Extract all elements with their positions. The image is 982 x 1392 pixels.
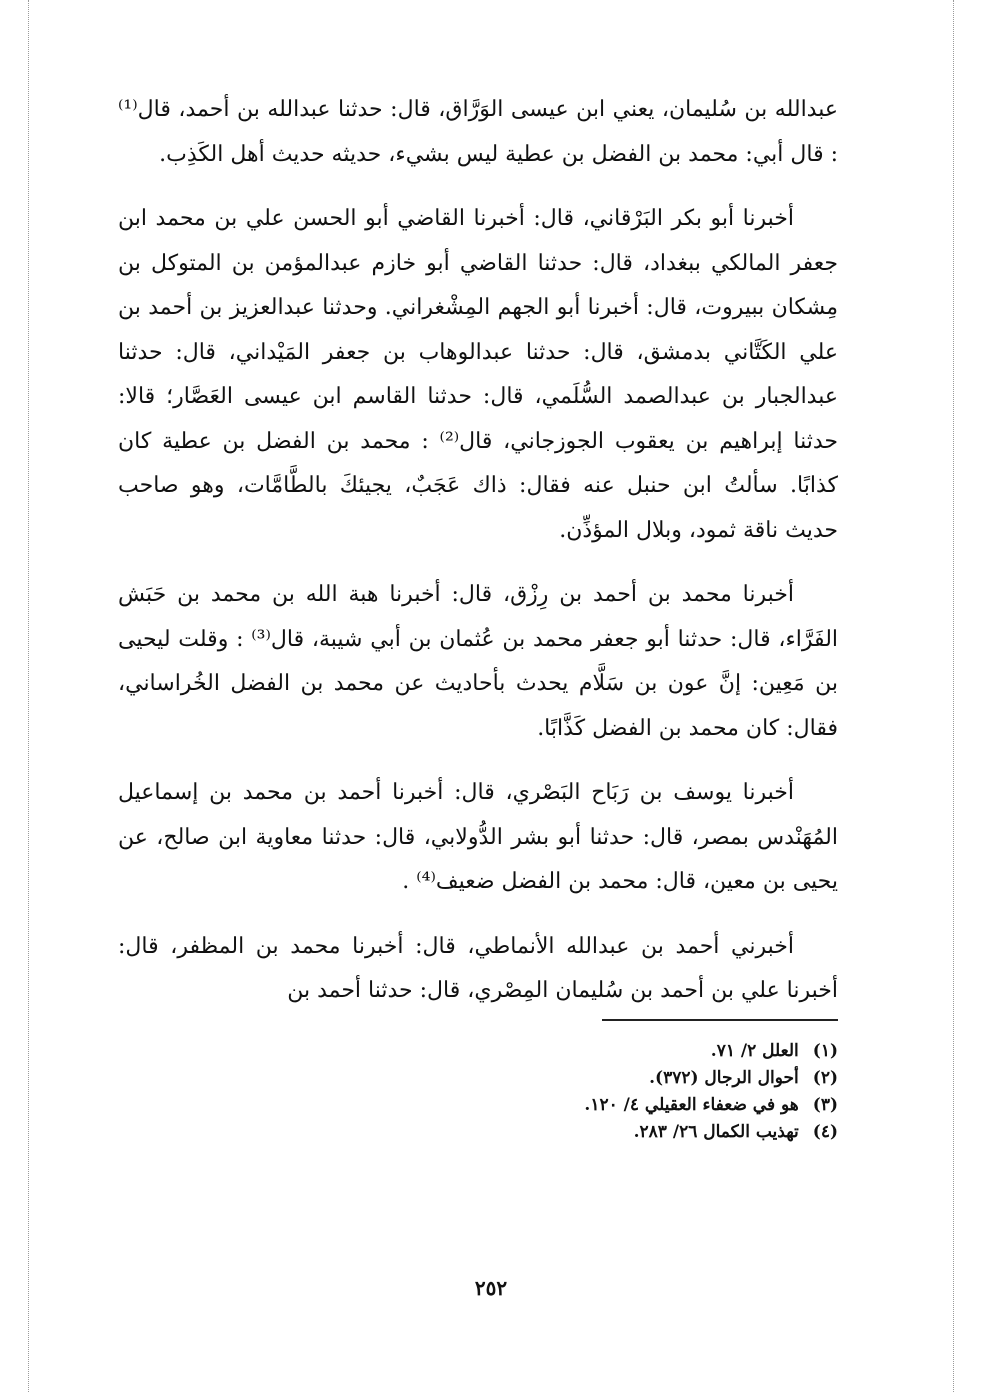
footnote-number: (٤) [812,1122,838,1142]
footnote-text: تهذيب الكمال ٢٦/ ٢٨٣. [633,1122,799,1142]
footnote-number: (٣) [812,1095,838,1115]
page-body [118,88,838,1034]
footnote-number: (١) [812,1041,838,1061]
paragraph-2: أخبرنا أبو بكر البَرْقاني، قال: أخبرنا القاضي أبو الحسن علي بن محمد ابن جعفر المالكي ببغداد، قال: حدثنا القاضي أبو خازم عبدالمؤمن بن المتوكل بن مِشكان ببيروت، قال: أخبرنا أبو الجهم المِشْغراني. وحدثنا عبدالعزيز بن أحمد بن علي الكَتَّاني بدمشق، قال: حدثنا عبدالوهاب بن جعفر المَيْداني، قال: حدثنا عبدالجبار بن عبدالصمد السُّلَمي، قال: حدثنا القاسم ابن عيسى العَصَّار؛ قالا: حدثنا إبراهيم بن يعقوب الجوزجاني، قال⁽²⁾ : محمد بن الفضل بن عطية كان كذابًا. سألتُ ابن حنبل عنه فقال: ذاك عَجَبٌ، يجيئكَ بالطَّامَّات، وهو صاحب حديث ناقة ثمود، وبلال المؤذِّن. [118,206,838,543]
footnote-divider [602,1019,838,1021]
scan-border-right [953,0,954,1392]
footnote-text: العلل ٢/ ٧١. [710,1041,799,1061]
footnotes [438,1038,838,1146]
footnote-text: هو في ضعفاء العقيلي ٤/ ١٢٠. [584,1095,799,1115]
footnote-2 [438,1065,838,1092]
paragraph-3: أخبرنا محمد بن أحمد بن رِزْق، قال: أخبرنا هبة الله بن محمد بن حَبَش الفَرَّاء، قال: حدثنا أبو جعفر محمد بن عُثمان بن أبي شيبة، قال⁽³⁾ : وقلت ليحيى بن مَعِين: إنَّ عون بن سَلَّام يحدث بأحاديث عن محمد بن الفضل الخُراساني، فقال: كان محمد بن الفضل كَذَّابًا. [118,582,839,741]
page-number: ٢٥٢ [474,1276,508,1300]
scan-border-left [28,0,29,1392]
paragraph-5: أخبرني أحمد بن عبدالله الأنماطي، قال: أخبرنا محمد بن المظفر، قال: أخبرنا علي بن أحمد بن سُليمان المِصْري، قال: حدثنا أحمد بن [118,933,838,1003]
footnote-number: (٢) [812,1068,838,1088]
footnote-3 [438,1092,838,1119]
footnote-4 [438,1119,838,1146]
paragraph-4: أخبرنا يوسف بن رَبَاح البَصْري، قال: أخبرنا أحمد بن محمد بن إسماعيل المُهَنْدس بمصر، قال: حدثنا أبو بشر الدُّولابي، قال: حدثنا معاوية ابن صالح، عن يحيى بن معين، قال: محمد بن الفضل ضعيف⁽⁴⁾ . [118,780,838,894]
footnote-text: أحوال الرجال (٣٧٢). [649,1068,799,1088]
footnote-1 [438,1038,838,1065]
paragraph-1: عبدالله بن سُليمان، يعني ابن عيسى الوَرَّاق، قال: حدثنا عبدالله بن أحمد، قال⁽¹⁾ : قال أبي: محمد بن الفضل بن عطية ليس بشيء، حديثه حديث أهل الكَذِب. [118,97,838,167]
